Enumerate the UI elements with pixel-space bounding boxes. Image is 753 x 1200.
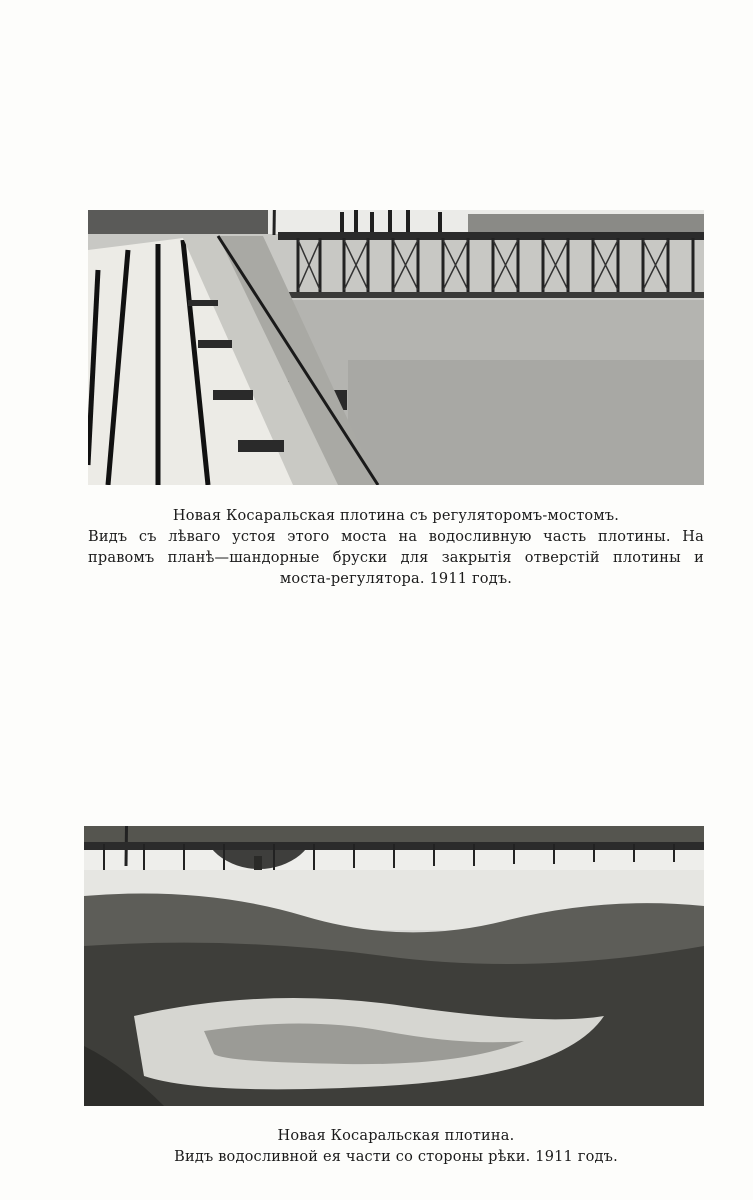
figure-1-caption-line: моста-регулятора. 1911 годъ. <box>279 571 513 587</box>
photo-dam-spillway-image <box>84 826 704 1106</box>
figure-2-caption-title: Новая Косаральская плотина. <box>277 1128 515 1144</box>
figure-1-caption-line: Видъ съ лѣваго устоя этого моста на водосливную часть плотины. На <box>88 529 704 545</box>
figure-2-caption-line: Видъ водосливной ея части со стороны рѣки. 1911 годъ. <box>174 1149 618 1165</box>
figure-1-caption <box>88 506 704 590</box>
figure-2-caption <box>88 1126 704 1168</box>
figure-1-caption-line: правомъ планѣ—шандорные бруски для закрытія отверстій плотины и <box>88 550 704 566</box>
figure-1-caption-title: Новая Косаральская плотина съ регуляторомъ-мостомъ. <box>172 508 620 524</box>
photo-dam-regulator-bridge <box>88 210 704 485</box>
photo-dam-spillway <box>84 826 704 1106</box>
photo-dam-regulator-bridge-image <box>88 210 704 485</box>
